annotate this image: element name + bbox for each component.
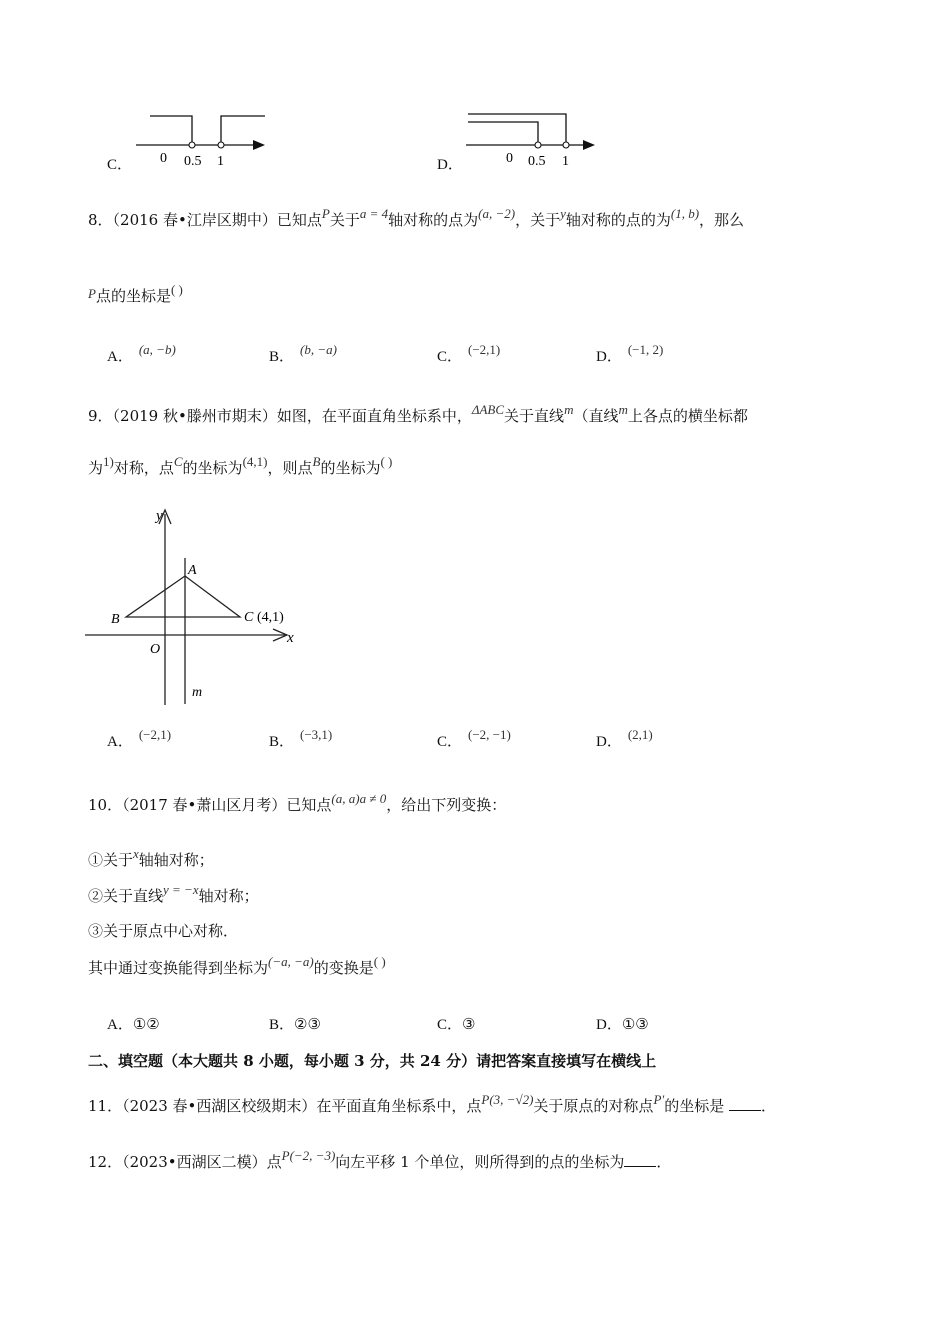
option-value: ②③ [294,1015,321,1033]
math-y: y [560,206,566,221]
option-value: (−2,1) [468,342,501,357]
stem-text: 在平面直角坐标系中，点 [316,1097,482,1115]
math-p-prime: P′ [653,1092,665,1107]
option-letter: C． [437,349,463,365]
q10-item-2 [88,882,259,906]
option-letter: A． [107,1017,133,1033]
triangle-abc [126,576,240,617]
tick-label-0.5: 0.5 [528,154,546,169]
stem-text: ，给出下列变换： [386,796,507,814]
arrow-head [253,140,265,150]
option-value: (−2,1) [138,727,172,742]
stem-text: 轴对称的点为 [388,211,479,229]
question-source: （2019 秋•滕州市期末） [112,407,277,425]
tick-label-0.5: 0.5 [184,154,202,169]
question-source: （2023•西湖区二模） [122,1153,267,1171]
option-value: (−3,1) [300,727,333,742]
question-number: 9． [88,407,113,425]
x-axis-label: x [287,630,294,646]
stem-text: 如图，在平面直角坐标系中， [276,407,472,425]
option-letter: D． [596,1017,622,1033]
math-P: P [321,206,330,221]
origin-label: O [150,642,161,657]
stem-text: 其中通过变换能得到坐标为 [88,959,269,977]
open-point-1 [563,142,569,148]
q10-option-d[interactable] [596,1013,649,1034]
option-letter: A． [107,734,133,750]
question-source: （2023 春•西湖区校级期末） [122,1097,317,1115]
math-point-1-b: (1, b) [670,206,700,221]
tick-label-0: 0 [160,151,167,166]
math-m: m [618,402,628,417]
math-m: m [564,402,574,417]
q11-stem [88,1092,777,1116]
point-a-label: A [188,563,197,578]
q8-option-c[interactable] [437,342,501,366]
stem-text: ②关于直线 [88,887,164,905]
math-point-4-1: (4,1) [242,454,268,469]
option-letter: D． [596,349,622,365]
math-point-p: P(3, −√2) [481,1092,534,1107]
q10-stem-line1 [88,791,507,815]
stem-text: 点的坐标是 [95,287,171,305]
point-b-label: B [111,612,120,627]
question-number: 11． [88,1097,123,1115]
stem-text: ，那么 [699,211,745,229]
question-source: （2017 春•萧山区月考） [122,796,287,814]
q10-item-1 [88,846,214,870]
stem-text: ． [761,1097,777,1115]
math-point-neg-a-neg-a: (−a, −a) [268,954,314,969]
math-point-a-neg2: (a, −2) [478,206,516,221]
ray-lower [468,122,538,145]
option-value: (−1, 2) [627,342,664,357]
q9-option-c[interactable] [437,727,511,751]
q9-option-b[interactable] [269,727,333,751]
option-letter: C． [437,734,463,750]
q10-item-3 [88,920,238,941]
q10-option-a[interactable] [107,1013,160,1034]
y-axis-label: y [156,508,163,524]
stem-text: 轴轴对称； [138,851,214,869]
tick-label-1: 1 [217,154,224,169]
stem-text: ①关于 [88,851,134,869]
question-number: 10． [88,796,123,814]
stem-text: 关于 [329,211,360,229]
q8-option-a[interactable] [107,342,176,366]
open-point-0.5 [535,142,541,148]
point-c-label: C [244,610,254,625]
math-triangle-abc: ΔABC [471,402,505,417]
q9-coordinate-figure [80,500,320,710]
stem-text: 的坐标为 [320,459,381,477]
stem-text: ，则点 [267,459,313,477]
answer-blank[interactable] [729,1096,761,1111]
math-1: 1) [103,454,114,469]
option-value: ①③ [621,1015,649,1033]
open-point-1 [218,142,224,148]
q10-question [88,954,386,978]
line-m-label: m [192,685,203,700]
answer-parentheses: ( ) [170,282,183,297]
stem-text: 点 [266,1153,282,1171]
q8-stem-line1 [88,206,745,230]
tick-label-0: 0 [506,151,513,166]
answer-parentheses: ( ) [373,954,386,969]
question-source: （2016 春•江岸区期中） [112,211,277,229]
question-number: 12． [88,1153,123,1171]
stem-text: 向左平移 1 个单位，则所得到的点的坐标为 [335,1153,625,1171]
option-value: (b, −a) [300,342,337,357]
option-value: (2,1) [627,727,653,742]
stem-text: ，关于 [515,211,561,229]
answer-blank[interactable] [624,1152,656,1167]
option-value: (−2, −1) [468,727,511,742]
option-value: ③ [462,1015,476,1033]
stem-text: 的坐标是 [664,1097,725,1115]
stem-text: 已知点 [286,796,332,814]
math-B: B [312,454,321,469]
option-letter: B． [269,1017,295,1033]
question-number: 8． [88,211,113,229]
stem-text: 已知点 [276,211,322,229]
q9-stem-line1 [88,402,748,426]
option-value: ①② [132,1015,160,1033]
tick-label-1: 1 [562,154,569,169]
math-a-equals-4: a = 4 [359,206,389,221]
math-x: x [133,846,139,861]
stem-text: 轴对称； [198,887,259,905]
point-c-coordinate: (4,1) [257,610,284,625]
stem-text: 的坐标为 [182,459,243,477]
math-P: P [88,286,96,301]
option-letter: A． [107,349,133,365]
math-y-eq-neg-x: y = −x [163,882,199,897]
stem-text: 的变换是 [313,959,374,977]
stem-text: ③关于原点中心对称． [88,922,239,940]
stem-text: 为 [88,459,104,477]
stem-text: ． [656,1153,672,1171]
math-point-a-a: (a, a)a ≠ 0 [331,791,387,806]
q8-option-b[interactable] [269,342,337,366]
stem-text: 对称，点 [113,459,174,477]
option-letter: D． [596,734,622,750]
q10-option-c[interactable] [437,1013,475,1034]
q12-stem [88,1148,672,1172]
math-point-p: P(−2, −3) [281,1148,336,1163]
stem-text: 关于直线 [504,407,565,425]
q9-option-a[interactable] [107,727,172,751]
q10-option-b[interactable] [269,1013,321,1034]
number-line-figure-d [460,108,610,170]
arrow-head [583,140,595,150]
open-point-0.5 [189,142,195,148]
ray-right [221,116,265,145]
answer-parentheses: ( ) [380,454,393,469]
stem-text: （直线 [573,407,619,425]
q8-stem-line2 [88,282,183,306]
ray-upper [468,114,566,145]
option-letter: C． [437,1017,463,1033]
option-letter: B． [269,734,295,750]
section-title: 二、填空题（本大题共 8 小题，每小题 3 分，共 24 分）请把答案直接填写在横线上 [88,1052,657,1070]
q8-option-d[interactable] [596,342,664,366]
option-letter: B． [269,349,295,365]
stem-text: 轴对称的点的为 [565,211,671,229]
q9-stem-line2 [88,454,393,478]
option-letter: D． [437,157,463,173]
stem-text: 关于原点的对称点 [533,1097,654,1115]
option-letter: C． [107,157,133,173]
ray-left [150,116,192,145]
stem-text: 上各点的横坐标都 [627,407,748,425]
number-line-figure-c [130,108,280,170]
option-value: (a, −b) [138,342,176,357]
q9-option-d[interactable] [596,727,653,751]
math-C: C [173,454,183,469]
